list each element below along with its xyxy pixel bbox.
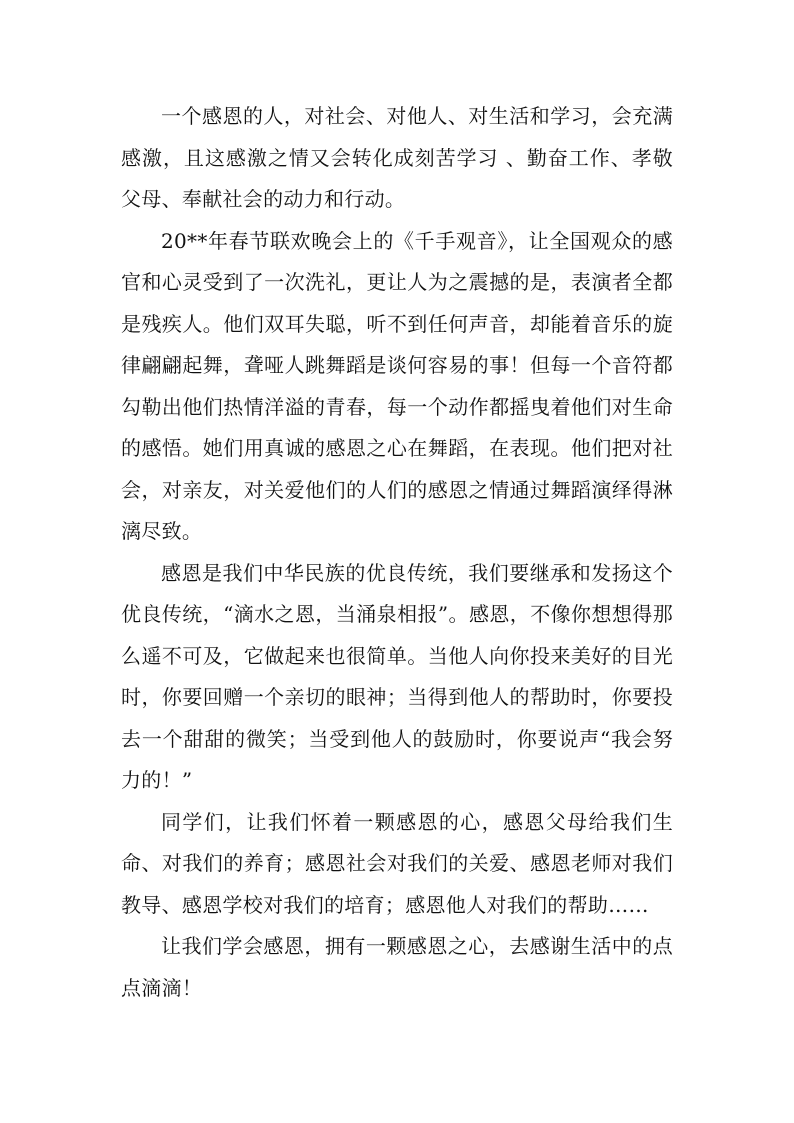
paragraph-gratitude-person: 一个感恩的人，对社会、对他人、对生活和学习，会充满感激，且这感激之情又会转化成刻苦学习 、勤奋工作、孝敬父母、奉献社会的动力和行动。 xyxy=(121,104,673,211)
paragraph-closing: 让我们学会感恩，拥有一颗感恩之心，去感谢生活中的点点滴滴！ xyxy=(121,934,673,1000)
paragraph-students-appeal: 同学们，让我们怀着一颗感恩的心，感恩父母给我们生命、对我们的养育；感恩社会对我们的关爱、感恩老师对我们教导、感恩学校对我们的培育；感恩他人对我们的帮助…… xyxy=(121,809,673,917)
paragraph-thousand-hand-guanyin: 20**年春节联欢晚会上的《千手观音》，让全国观众的感官和心灵受到了一次洗礼，更让人为之震撼的是，表演者全都是残疾人。他们双耳失聪，听不到任何声音，却能着音乐的旋律翩翩起舞，聋哑人跳舞蹈是谈何容易的事！但每一个音符都勾勒出他们热情洋溢的青春，每一个动作都摇曳着他们对生命的感悟。她们用真诚的感恩之心在舞蹈，在表现。他们把对社会，对亲友，对关爱他们的人们的感恩之情通过舞蹈演绎得淋漓尽致。 xyxy=(121,228,673,543)
paragraph-chinese-tradition: 感恩是我们中华民族的优良传统，我们要继承和发扬这个优良传统，“滴水之恩，当涌泉相报”。感恩，不像你想想得那么遥不可及，它做起来也很简单。当他人向你投来美好的目光时，你要回赠一个亲切的眼神；当得到他人的帮助时，你要投去一个甜甜的微笑；当受到他人的鼓励时，你要说声“我会努力的！” xyxy=(121,560,673,792)
document-body xyxy=(121,96,673,1009)
